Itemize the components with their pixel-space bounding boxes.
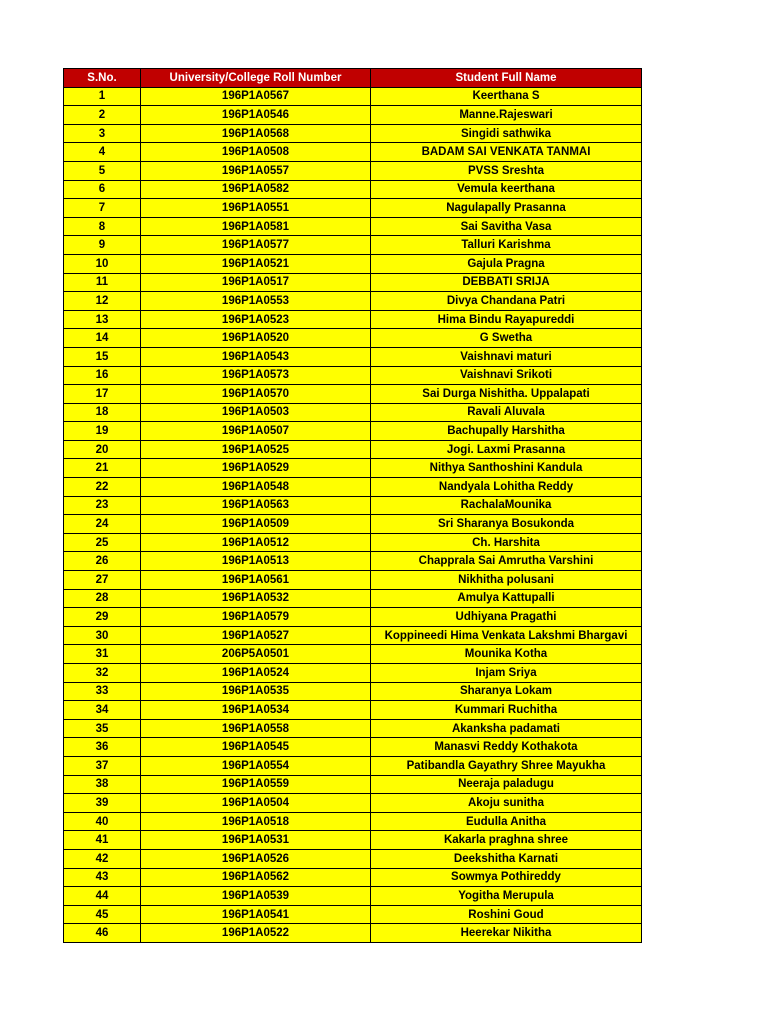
table-row <box>64 552 642 571</box>
table-row <box>64 812 642 831</box>
roll-number-cell: 196P1A0573 <box>141 366 371 385</box>
serial-number-cell: 13 <box>64 310 141 329</box>
roll-number-cell: 196P1A0561 <box>141 571 371 590</box>
serial-number-cell: 38 <box>64 775 141 794</box>
student-name-cell: Manasvi Reddy Kothakota <box>371 738 642 757</box>
serial-number-cell: 14 <box>64 329 141 348</box>
table-row <box>64 626 642 645</box>
student-name-cell: Sai Durga Nishitha. Uppalapati <box>371 385 642 404</box>
roll-number-cell: 196P1A0543 <box>141 347 371 366</box>
student-name-cell: RachalaMounika <box>371 496 642 515</box>
student-name-cell: Nithya Santhoshini Kandula <box>371 459 642 478</box>
table-row <box>64 310 642 329</box>
table-row <box>64 794 642 813</box>
table-row <box>64 180 642 199</box>
serial-number-cell: 41 <box>64 831 141 850</box>
serial-number-cell: 1 <box>64 87 141 106</box>
student-name-cell: Nandyala Lohitha Reddy <box>371 478 642 497</box>
table-row <box>64 775 642 794</box>
roll-number-cell: 196P1A0531 <box>141 831 371 850</box>
table-row <box>64 217 642 236</box>
serial-number-cell: 18 <box>64 403 141 422</box>
student-name-cell: Hima Bindu Rayapureddi <box>371 310 642 329</box>
serial-number-cell: 35 <box>64 719 141 738</box>
serial-number-cell: 17 <box>64 385 141 404</box>
serial-number-cell: 29 <box>64 608 141 627</box>
roll-number-cell: 196P1A0581 <box>141 217 371 236</box>
roll-number-cell: 196P1A0534 <box>141 701 371 720</box>
student-name-cell: Eudulla Anitha <box>371 812 642 831</box>
roll-number-cell: 196P1A0559 <box>141 775 371 794</box>
roll-number-cell: 196P1A0518 <box>141 812 371 831</box>
table-row <box>64 422 642 441</box>
roll-number-cell: 196P1A0526 <box>141 849 371 868</box>
serial-number-cell: 20 <box>64 440 141 459</box>
serial-number-cell: 34 <box>64 701 141 720</box>
student-name-cell: Singidi sathwika <box>371 124 642 143</box>
serial-number-cell: 39 <box>64 794 141 813</box>
student-name-cell: PVSS Sreshta <box>371 161 642 180</box>
serial-number-cell: 5 <box>64 161 141 180</box>
student-name-cell: Kakarla praghna shree <box>371 831 642 850</box>
roll-number-cell: 196P1A0570 <box>141 385 371 404</box>
roll-number-cell: 196P1A0517 <box>141 273 371 292</box>
table-row <box>64 87 642 106</box>
serial-number-cell: 42 <box>64 849 141 868</box>
roll-number-cell: 196P1A0558 <box>141 719 371 738</box>
roll-number-cell: 196P1A0567 <box>141 87 371 106</box>
student-name-cell: Injam Sriya <box>371 664 642 683</box>
serial-number-cell: 44 <box>64 887 141 906</box>
serial-number-cell: 23 <box>64 496 141 515</box>
table-row <box>64 124 642 143</box>
serial-number-cell: 6 <box>64 180 141 199</box>
student-name-cell: Heerekar Nikitha <box>371 924 642 943</box>
student-name-cell: G Swetha <box>371 329 642 348</box>
table-row <box>64 161 642 180</box>
serial-number-cell: 36 <box>64 738 141 757</box>
table-row <box>64 347 642 366</box>
table-row <box>64 515 642 534</box>
roll-number-cell: 196P1A0539 <box>141 887 371 906</box>
roll-number-cell: 196P1A0529 <box>141 459 371 478</box>
student-name-cell: Nagulapally Prasanna <box>371 199 642 218</box>
serial-number-cell: 28 <box>64 589 141 608</box>
student-name-cell: Nikhitha polusani <box>371 571 642 590</box>
table-row <box>64 756 642 775</box>
student-name-cell: Divya Chandana Patri <box>371 292 642 311</box>
table-row <box>64 478 642 497</box>
table-row <box>64 571 642 590</box>
serial-number-cell: 43 <box>64 868 141 887</box>
roll-number-cell: 196P1A0546 <box>141 106 371 125</box>
roll-number-cell: 196P1A0527 <box>141 626 371 645</box>
table-row <box>64 664 642 683</box>
student-name-cell: Neeraja paladugu <box>371 775 642 794</box>
student-name-cell: Udhiyana Pragathi <box>371 608 642 627</box>
serial-number-cell: 21 <box>64 459 141 478</box>
roll-number-cell: 196P1A0522 <box>141 924 371 943</box>
student-name-cell: Bachupally Harshitha <box>371 422 642 441</box>
student-name-cell: Akanksha padamati <box>371 719 642 738</box>
student-name-cell: Sri Sharanya Bosukonda <box>371 515 642 534</box>
header-roll-number: University/College Roll Number <box>141 69 371 88</box>
student-name-cell: Patibandla Gayathry Shree Mayukha <box>371 756 642 775</box>
student-name-cell: Talluri Karishma <box>371 236 642 255</box>
table-row <box>64 496 642 515</box>
serial-number-cell: 4 <box>64 143 141 162</box>
student-name-cell: Sharanya Lokam <box>371 682 642 701</box>
serial-number-cell: 24 <box>64 515 141 534</box>
table-row <box>64 254 642 273</box>
student-name-cell: Gajula Pragna <box>371 254 642 273</box>
serial-number-cell: 25 <box>64 533 141 552</box>
roll-number-cell: 196P1A0532 <box>141 589 371 608</box>
serial-number-cell: 3 <box>64 124 141 143</box>
table-row <box>64 589 642 608</box>
table-row <box>64 831 642 850</box>
serial-number-cell: 40 <box>64 812 141 831</box>
roll-number-cell: 196P1A0508 <box>141 143 371 162</box>
header-serial-number: S.No. <box>64 69 141 88</box>
roll-number-cell: 196P1A0524 <box>141 664 371 683</box>
serial-number-cell: 8 <box>64 217 141 236</box>
roll-number-cell: 206P5A0501 <box>141 645 371 664</box>
student-name-cell: Amulya Kattupalli <box>371 589 642 608</box>
serial-number-cell: 32 <box>64 664 141 683</box>
serial-number-cell: 19 <box>64 422 141 441</box>
serial-number-cell: 46 <box>64 924 141 943</box>
table-row <box>64 719 642 738</box>
serial-number-cell: 12 <box>64 292 141 311</box>
student-name-cell: Sai Savitha Vasa <box>371 217 642 236</box>
table-row <box>64 701 642 720</box>
table-row <box>64 440 642 459</box>
roll-number-cell: 196P1A0554 <box>141 756 371 775</box>
student-name-cell: Kummari Ruchitha <box>371 701 642 720</box>
roll-number-cell: 196P1A0509 <box>141 515 371 534</box>
student-name-cell: Deekshitha Karnati <box>371 849 642 868</box>
student-name-cell: Koppineedi Hima Venkata Lakshmi Bhargavi <box>371 626 642 645</box>
serial-number-cell: 15 <box>64 347 141 366</box>
serial-number-cell: 22 <box>64 478 141 497</box>
student-name-cell: BADAM SAI VENKATA TANMAI <box>371 143 642 162</box>
student-name-cell: Keerthana S <box>371 87 642 106</box>
roll-number-cell: 196P1A0577 <box>141 236 371 255</box>
roll-number-cell: 196P1A0579 <box>141 608 371 627</box>
table-row <box>64 199 642 218</box>
roll-number-cell: 196P1A0535 <box>141 682 371 701</box>
roll-number-cell: 196P1A0513 <box>141 552 371 571</box>
table-row <box>64 682 642 701</box>
student-name-cell: Vaishnavi Srikoti <box>371 366 642 385</box>
table-row <box>64 143 642 162</box>
table-row <box>64 236 642 255</box>
serial-number-cell: 11 <box>64 273 141 292</box>
student-name-cell: Chapprala Sai Amrutha Varshini <box>371 552 642 571</box>
table-row <box>64 533 642 552</box>
student-name-cell: Akoju sunitha <box>371 794 642 813</box>
serial-number-cell: 26 <box>64 552 141 571</box>
roll-number-cell: 196P1A0557 <box>141 161 371 180</box>
serial-number-cell: 33 <box>64 682 141 701</box>
roll-number-cell: 196P1A0562 <box>141 868 371 887</box>
roll-number-cell: 196P1A0582 <box>141 180 371 199</box>
roll-number-cell: 196P1A0545 <box>141 738 371 757</box>
table-row <box>64 738 642 757</box>
student-name-cell: Yogitha Merupula <box>371 887 642 906</box>
serial-number-cell: 30 <box>64 626 141 645</box>
roll-number-cell: 196P1A0563 <box>141 496 371 515</box>
roll-number-cell: 196P1A0507 <box>141 422 371 441</box>
serial-number-cell: 31 <box>64 645 141 664</box>
roll-number-cell: 196P1A0551 <box>141 199 371 218</box>
roll-number-cell: 196P1A0512 <box>141 533 371 552</box>
table-row <box>64 273 642 292</box>
student-name-cell: DEBBATI SRIJA <box>371 273 642 292</box>
roll-number-cell: 196P1A0553 <box>141 292 371 311</box>
student-name-cell: Jogi. Laxmi Prasanna <box>371 440 642 459</box>
table-row <box>64 887 642 906</box>
student-name-cell: Ravali Aluvala <box>371 403 642 422</box>
roll-number-cell: 196P1A0541 <box>141 905 371 924</box>
serial-number-cell: 7 <box>64 199 141 218</box>
table-row <box>64 645 642 664</box>
table-row <box>64 849 642 868</box>
table-row <box>64 292 642 311</box>
roll-number-cell: 196P1A0521 <box>141 254 371 273</box>
student-name-cell: Vemula keerthana <box>371 180 642 199</box>
roll-number-cell: 196P1A0548 <box>141 478 371 497</box>
roll-number-cell: 196P1A0520 <box>141 329 371 348</box>
student-name-cell: Vaishnavi maturi <box>371 347 642 366</box>
student-name-cell: Ch. Harshita <box>371 533 642 552</box>
student-name-cell: Sowmya Pothireddy <box>371 868 642 887</box>
serial-number-cell: 9 <box>64 236 141 255</box>
serial-number-cell: 27 <box>64 571 141 590</box>
table-body <box>64 87 642 942</box>
header-student-name: Student Full Name <box>371 69 642 88</box>
roll-number-cell: 196P1A0504 <box>141 794 371 813</box>
table-row <box>64 868 642 887</box>
table-row <box>64 459 642 478</box>
table-row <box>64 329 642 348</box>
header-row <box>64 69 642 88</box>
serial-number-cell: 10 <box>64 254 141 273</box>
table-row <box>64 905 642 924</box>
student-roll-table <box>63 68 642 943</box>
table-row <box>64 385 642 404</box>
table-row <box>64 106 642 125</box>
roll-number-cell: 196P1A0523 <box>141 310 371 329</box>
table-row <box>64 403 642 422</box>
table-row <box>64 366 642 385</box>
table-row <box>64 608 642 627</box>
student-name-cell: Roshini Goud <box>371 905 642 924</box>
serial-number-cell: 45 <box>64 905 141 924</box>
student-name-cell: Manne.Rajeswari <box>371 106 642 125</box>
serial-number-cell: 37 <box>64 756 141 775</box>
roll-number-cell: 196P1A0525 <box>141 440 371 459</box>
roll-number-cell: 196P1A0503 <box>141 403 371 422</box>
table-row <box>64 924 642 943</box>
student-name-cell: Mounika Kotha <box>371 645 642 664</box>
serial-number-cell: 16 <box>64 366 141 385</box>
serial-number-cell: 2 <box>64 106 141 125</box>
roll-number-cell: 196P1A0568 <box>141 124 371 143</box>
